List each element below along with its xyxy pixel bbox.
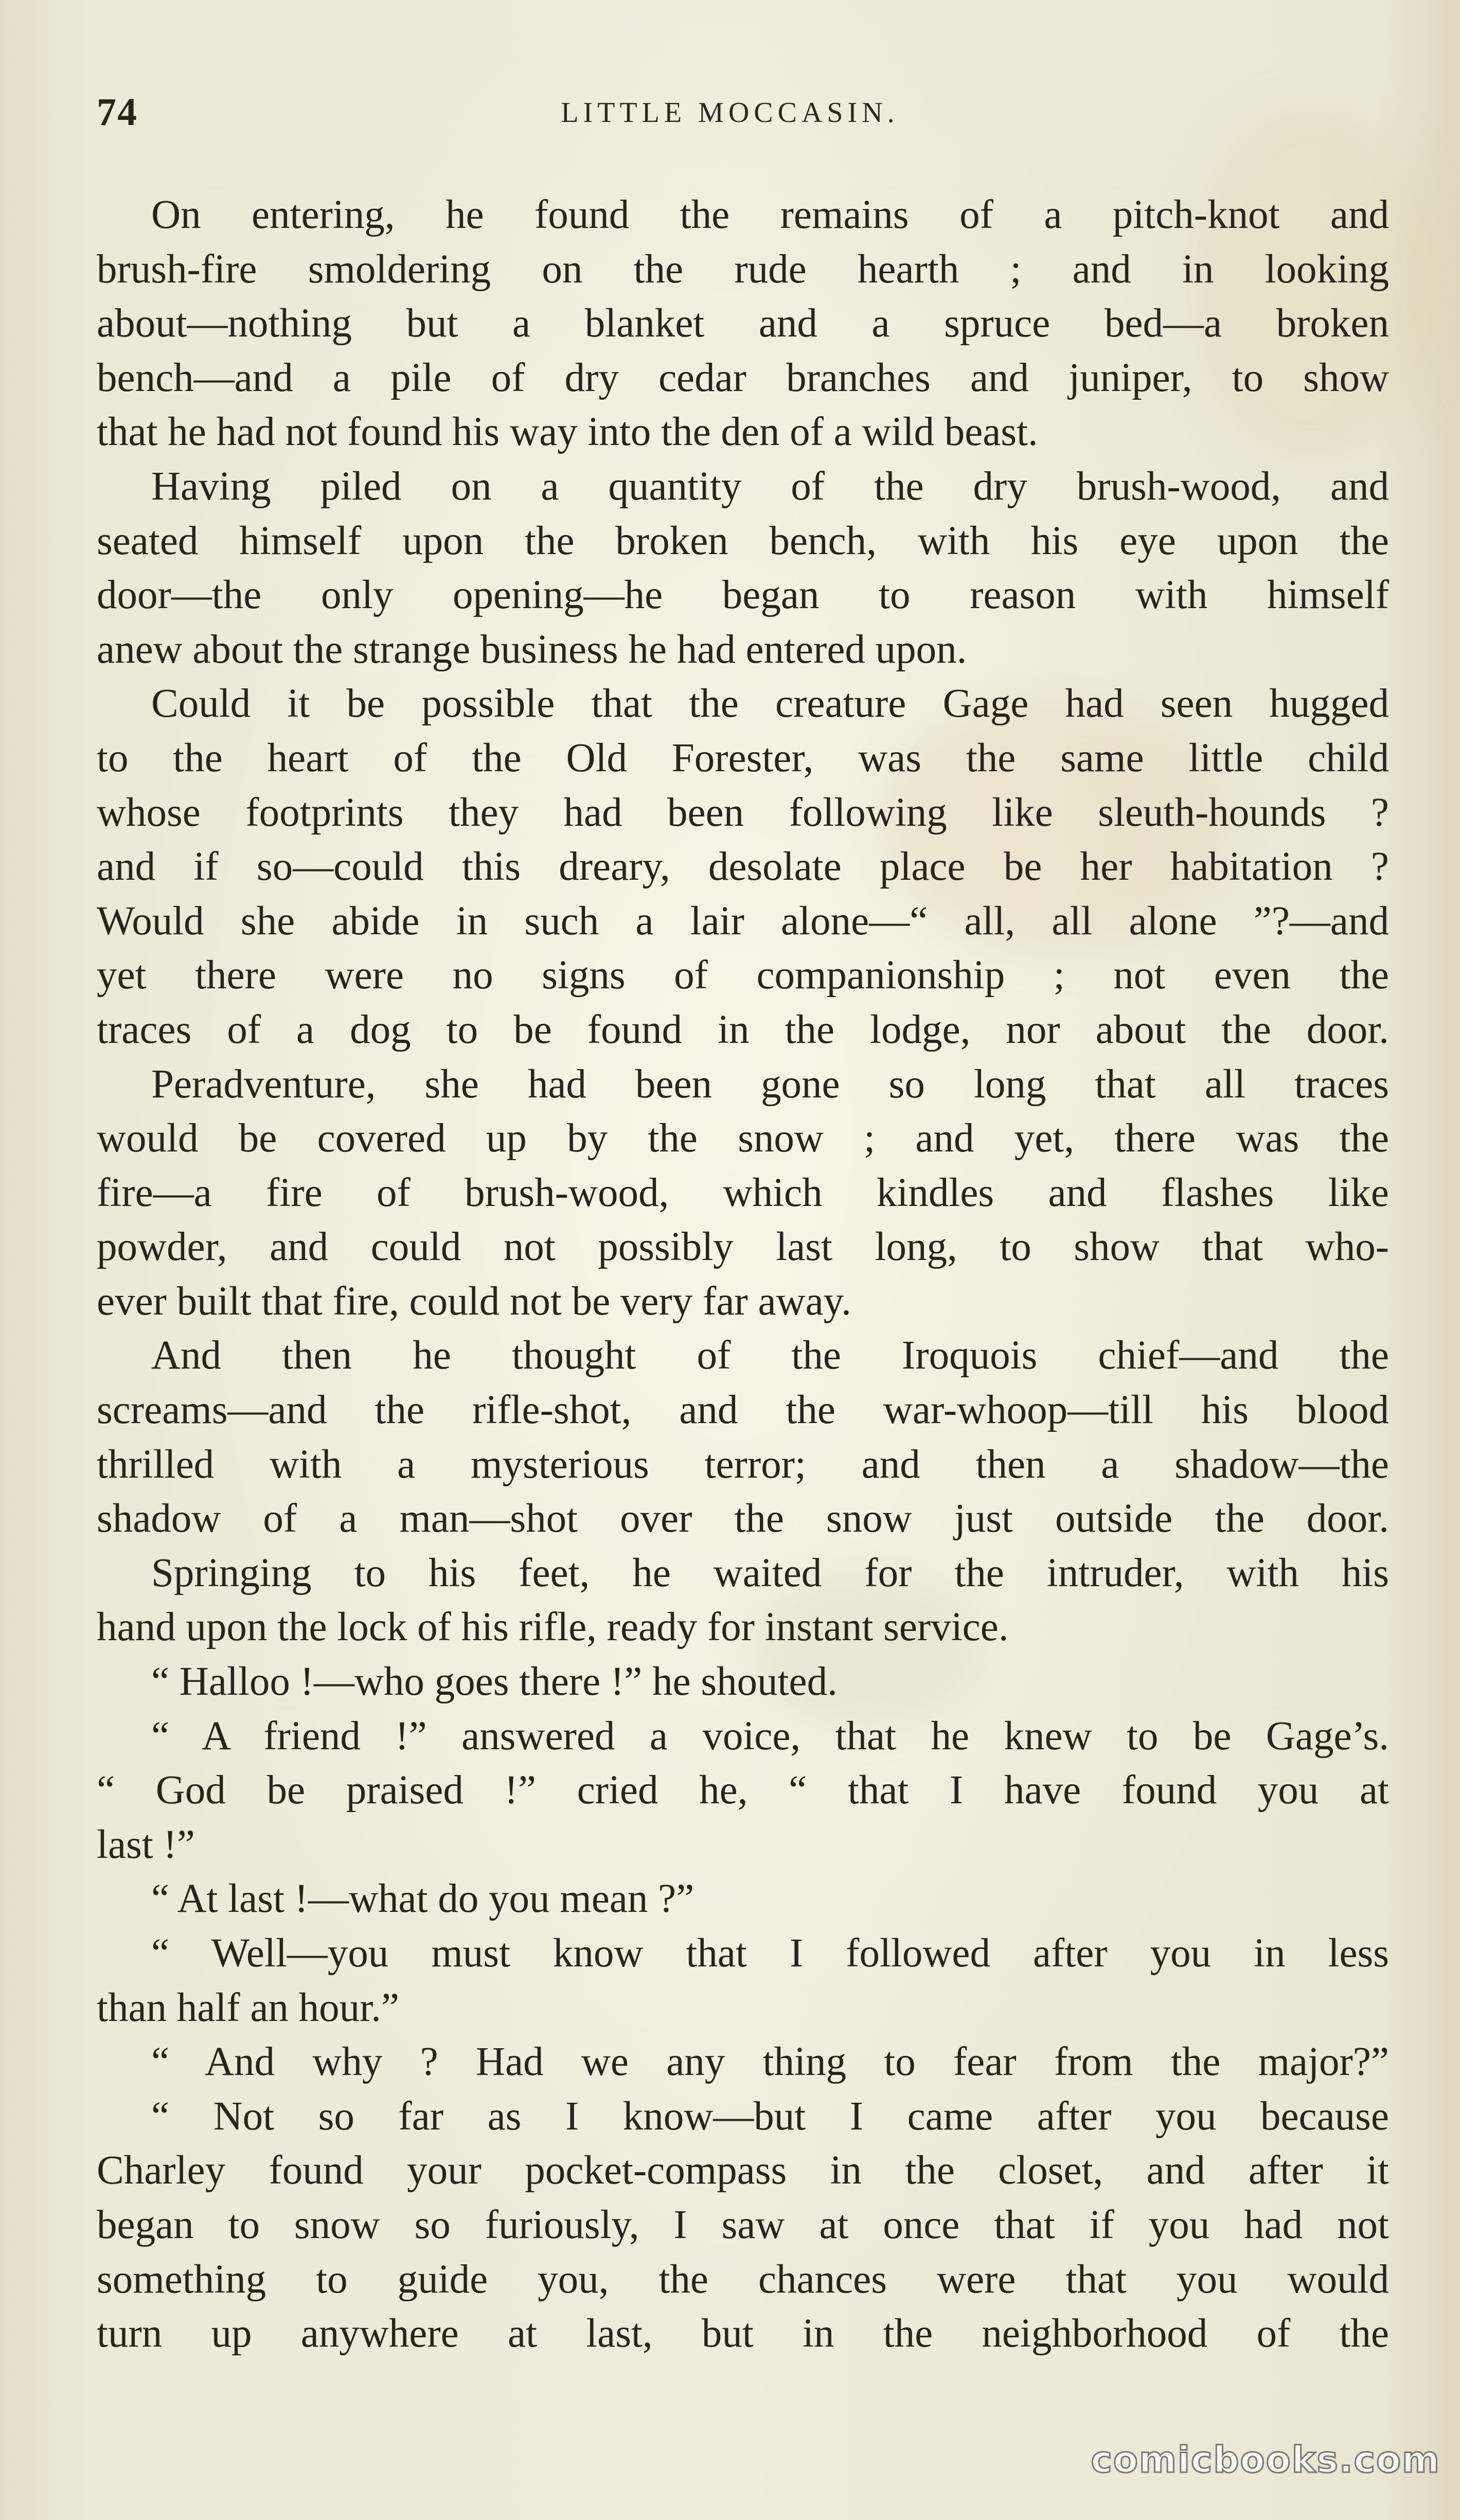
- text-line: seated himself upon the broken bench, with his eye upon the: [97, 518, 1389, 563]
- text-line: “ A friend !” answered a voice, that he knew to be Gage’s.: [151, 1713, 1389, 1759]
- text-line: Charley found your pocket-compass in the closet, and after it: [97, 2148, 1389, 2193]
- text-line: yet there were no signs of companionship ; not even the: [97, 953, 1389, 998]
- text-line: hand upon the lock of his rifle, ready for instant service.: [97, 1605, 1009, 1650]
- page-number: 74: [97, 91, 138, 134]
- text-line: “ At last !—what do you mean ?”: [151, 1876, 695, 1922]
- text-line: Having piled on a quantity of the dry brush-wood, and: [151, 464, 1389, 509]
- text-line: Would she abide in such a lair alone—“ all, all alone ”?—and: [97, 898, 1389, 944]
- text-line: “ Well—you must know that I followed after you in less: [151, 1931, 1389, 1976]
- running-head: LITTLE MOCCASIN.: [561, 97, 899, 129]
- text-line: On entering, he found the remains of a pitch-knot and: [151, 192, 1389, 237]
- text-line: than half an hour.”: [97, 1985, 399, 2030]
- body-text: [97, 188, 1389, 2361]
- text-line: something to guide you, the chances were that you would: [97, 2257, 1389, 2302]
- text-line: traces of a dog to be found in the lodge, nor about the door.: [97, 1007, 1389, 1052]
- text-line: “ Not so far as I know—but I came after you because: [151, 2093, 1389, 2139]
- text-line: turn up anywhere at last, but in the neighborhood of the: [97, 2311, 1389, 2356]
- text-line: thrilled with a mysterious terror; and then a shadow—the: [97, 1442, 1389, 1487]
- text-line: bench—and a pile of dry cedar branches and juniper, to show: [97, 355, 1389, 400]
- text-line: that he had not found his way into the den of a wild beast.: [97, 410, 1038, 455]
- text-line: would be covered up by the snow ; and yet, there was the: [97, 1116, 1389, 1161]
- text-line: ever built that fire, could not be very far away.: [97, 1279, 851, 1324]
- text-line: “ God be praised !” cried he, “ that I have found you at: [97, 1768, 1389, 1813]
- text-line: And then he thought of the Iroquois chief—and the: [151, 1333, 1389, 1378]
- text-line: anew about the strange business he had entered upon.: [97, 627, 967, 672]
- text-line: door—the only opening—he began to reason with himself: [97, 573, 1389, 618]
- text-line: last !”: [97, 1822, 195, 1867]
- text-line: whose footprints they had been following like sleuth-hounds ?: [97, 790, 1389, 835]
- text-line: to the heart of the Old Forester, was the same little child: [97, 735, 1389, 780]
- text-line: about—nothing but a blanket and a spruce bed—a broken: [97, 301, 1389, 346]
- watermark: comicbooks.com: [1091, 2439, 1440, 2481]
- page-header: [0, 90, 1460, 136]
- text-line: Springing to his feet, he waited for the intruder, with his: [151, 1550, 1389, 1595]
- text-line: began to snow so furiously, I saw at once that if you had not: [97, 2202, 1389, 2247]
- text-line: “ Halloo !—who goes there !” he shouted.: [151, 1659, 838, 1705]
- text-line: powder, and could not possibly last long, to show that who-: [97, 1224, 1389, 1270]
- text-line: and if so—could this dreary, desolate place be her habitation ?: [97, 844, 1389, 890]
- text-line: Peradventure, she had been gone so long that all traces: [151, 1061, 1389, 1107]
- text-line: fire—a fire of brush-wood, which kindles and flashes like: [97, 1170, 1389, 1215]
- text-line: screams—and the rifle-shot, and the war-whoop—till his blood: [97, 1388, 1389, 1433]
- text-line: shadow of a man—shot over the snow just outside the door.: [97, 1496, 1389, 1541]
- text-line: brush-fire smoldering on the rude hearth ; and in looking: [97, 246, 1389, 292]
- text-line: “ And why ? Had we any thing to fear from the major?”: [151, 2039, 1389, 2085]
- text-line: Could it be possible that the creature Gage had seen hugged: [151, 681, 1389, 726]
